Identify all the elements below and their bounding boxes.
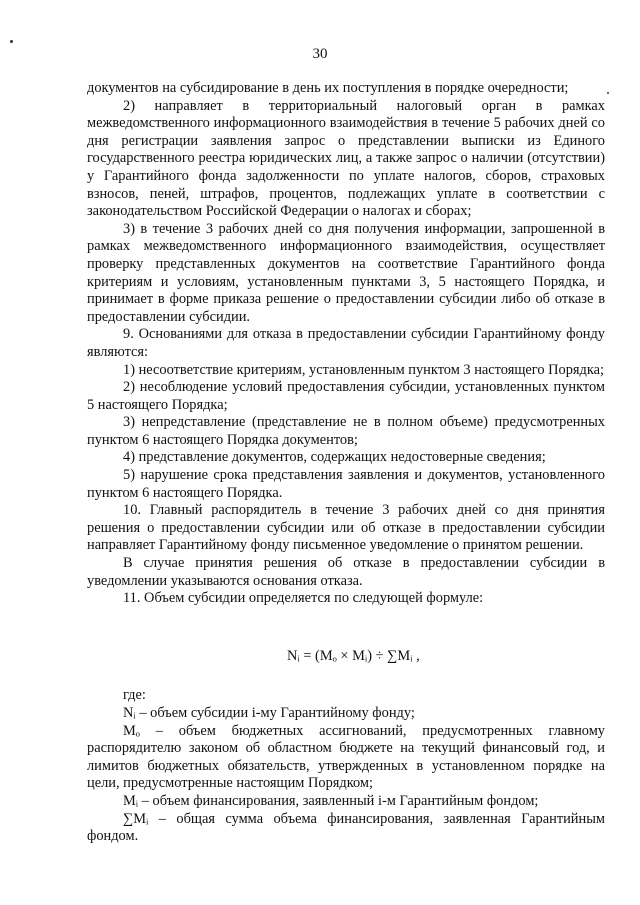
definition-sum-mi: ∑Mᵢ – общая сумма объема финансирования, заявленная Гарантийным фондом. — [87, 810, 605, 845]
refusal-reason-4: 4) представление документов, содержащих недостоверные сведения; — [123, 449, 546, 466]
clause-11: 11. Объем субсидии определяется по следующей формуле: — [123, 590, 484, 607]
where-label: где: — [123, 687, 146, 704]
refusal-reason-5: 5) нарушение срока представления заявления и документов, установленного пунктом 6 настоящего Порядка. — [87, 467, 605, 501]
clause-10: 10. Главный распорядитель в течение 3 рабочих дней со дня принятия решения о предоставлении субсидии или об отказе в предоставлении субсидии направляет Гарантийному фонду письменное уведомление о принятом решении. — [87, 502, 605, 554]
list-item-2: 2) направляет в территориальный налоговый орган в рамках межведомственного информационного взаимодействия в течение 5 рабочих дней со дня регистрации заявления запрос о представлении выписки из Единого государственного реестра юридических лиц, а также запрос о наличии (отсутствии) у Гарантийного фонда задолженности по уплате налогов, сборов, страховых взносов, пеней, штрафов, процентов, подлежащих уплате в соответствии с законодательством Российской Федерации о налогах и сборах; — [87, 97, 605, 220]
refusal-reason-1: 1) несоответствие критериям, установленным пунктом 3 настоящего Порядка; — [123, 361, 605, 378]
refusal-reason-3: 3) непредставление (представление не в полном объеме) предусмотренных пунктом 6 настоящего Порядка документов; — [87, 414, 605, 448]
paragraph-continuation: документов на субсидирование в день их поступления в порядке очередности; — [87, 80, 569, 96]
list-item-3: 3) в течение 3 рабочих дней со дня получения информации, запрошенной в рамках межведомственного информационного взаимодействия, осуществляет проверку представленных документов на соответствие Гарантийного фонда критериям и условиям, установленным пунктами 3, 5 настоящего Порядка, и принимает в форме приказа решение о предоставлении субсидии либо об отказе в предоставлении субсидии. — [87, 220, 605, 325]
subsidy-formula: Nᵢ = (Mₒ × Mᵢ) ÷ ∑Mᵢ , — [287, 647, 420, 664]
page-number: 30 — [312, 46, 328, 62]
definition-ni: Nᵢ – объем субсидии i-му Гарантийному фонду; — [123, 705, 415, 721]
clause-10-refusal-note: В случае принятия решения об отказе в предоставлении субсидии в уведомлении указываются основания отказа. — [87, 555, 605, 589]
scan-speck — [10, 40, 13, 43]
definition-mi: Mᵢ – объем финансирования, заявленный i-м Гарантийным фондом; — [123, 792, 539, 809]
definition-mo: Mₒ – объем бюджетных ассигнований, предусмотренных главному распорядителю законом об областном бюджете на текущий финансовый год, и лимитов бюджетных обязательств, утвержденных в установленном порядке на цели, предусмотренные настоящим Порядком; — [87, 722, 605, 792]
clause-9-heading: 9. Основаниями для отказа в предоставлении субсидии Гарантийному фонду являются: — [87, 326, 605, 360]
document-body — [87, 80, 605, 846]
scan-speck — [607, 92, 609, 94]
refusal-reason-2: 2) несоблюдение условий предоставления субсидии, установленных пунктом 5 настоящего Порядка; — [87, 379, 605, 413]
